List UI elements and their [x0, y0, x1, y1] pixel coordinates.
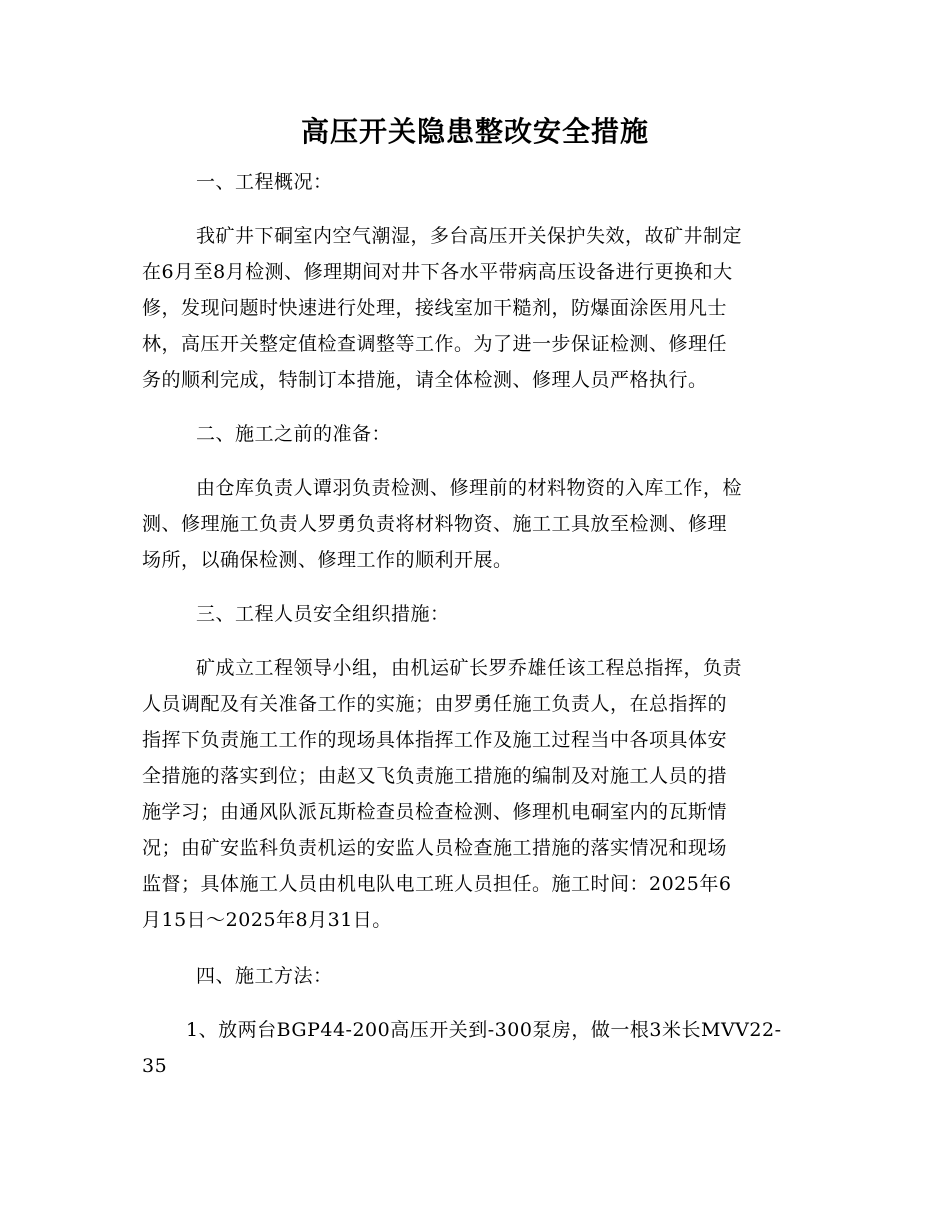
paragraph-line: 由仓库负责人谭羽负责检测、修理前的材料物资的入库工作，检: [196, 477, 743, 499]
paragraph-line: 施学习；由通风队派瓦斯检查员检查检测、修理机电硐室内的瓦斯情: [142, 801, 728, 823]
paragraph-line: 人员调配及有关准备工作的实施；由罗勇任施工负责人，在总指挥的: [142, 693, 728, 715]
paragraph-line: 35: [142, 1055, 168, 1077]
section-heading-organization: 三、工程人员安全组织措施：: [196, 603, 450, 625]
paragraph-line: 务的顺利完成，特制订本措施，请全体检测、修理人员严格执行。: [142, 369, 708, 391]
paragraph-line: 矿成立工程领导小组，由机运矿长罗乔雄任该工程总指挥，负责: [196, 657, 743, 679]
paragraph-line: 监督；具体施工人员由机电队电工班人员担任。施工时间：2025年6: [142, 873, 732, 895]
section-heading-overview: 一、工程概况：: [196, 171, 333, 193]
paragraph-line: 指挥下负责施工工作的现场具体指挥工作及施工过程当中各项具体安: [142, 729, 728, 751]
paragraph-line: 全措施的落实到位；由赵又飞负责施工措施的编制及对施工人员的措: [142, 765, 728, 787]
paragraph-line: 修，发现问题时快速进行处理，接线室加干糙剂，防爆面涂医用凡士: [142, 297, 728, 319]
paragraph-line: 林，高压开关整定值检查调整等工作。为了进一步保证检测、修理任: [142, 333, 728, 355]
paragraph-line: 我矿井下硐室内空气潮湿，多台高压开关保护失效，故矿井制定: [196, 225, 743, 247]
paragraph-line: 月15日～2025年8月31日。: [142, 909, 392, 931]
paragraph-line: 况；由矿安监科负责机运的安监人员检查施工措施的落实情况和现场: [142, 837, 728, 859]
paragraph-line: 在6月至8月检测、修理期间对井下各水平带病高压设备进行更换和大: [142, 261, 733, 283]
section-heading-preparation: 二、施工之前的准备：: [196, 423, 392, 445]
paragraph-line: 测、修理施工负责人罗勇负责将材料物资、施工工具放至检测、修理: [142, 513, 728, 535]
section-heading-method: 四、施工方法：: [196, 965, 333, 987]
paragraph-line: 场所，以确保检测、修理工作的顺利开展。: [142, 549, 513, 571]
paragraph-line: 1、放两台BGP44-200高压开关到-300泵房，做一根3米长MVV22-: [186, 1019, 782, 1041]
document-title: 高压开关隐患整改安全措施: [300, 115, 649, 148]
